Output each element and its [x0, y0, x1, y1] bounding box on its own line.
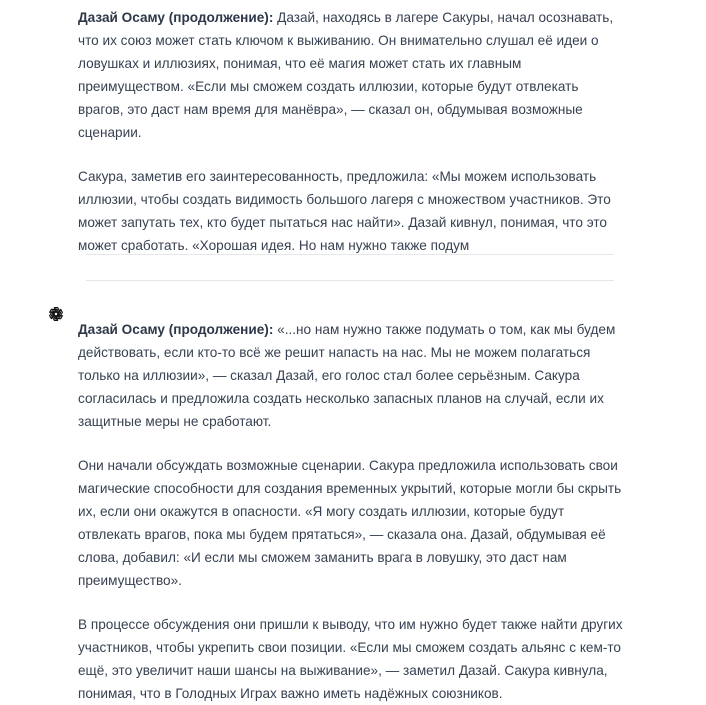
paragraph-text: Дазай, находясь в лагере Сакуры, начал осознавать, что их союз может стать ключом к выживанию. Он внимательно слушал её идеи о ловушках и иллюзиях, понимая, что её магия может стать их главным преимуществом. «Если мы сможем создать иллюзии, которые будут отвлекать врагов, это даст нам время для манёвра», — сказал он, обдумывая возможные сценарии. [78, 10, 614, 140]
openai-logo-icon [47, 305, 65, 323]
message-paragraph [78, 454, 626, 592]
assistant-message [78, 318, 626, 705]
assistant-message [78, 6, 626, 257]
message-divider [86, 280, 614, 281]
message-paragraph [78, 165, 626, 257]
message-divider [86, 254, 614, 255]
message-paragraph [78, 6, 626, 144]
speaker-label: Дазай Осаму (продолжение): [78, 322, 274, 337]
paragraph-text: «...но нам нужно также подумать о том, как мы будем действовать, если кто-то всё же решит напасть на нас. Мы не можем полагаться только на иллюзии», — сказал Дазай, его голос стал более серьёзным. Сакура согласилась и предложила создать несколько запасных планов на случай, если их защитные меры не сработают. [78, 322, 616, 429]
speaker-label: Дазай Осаму (продолжение): [78, 10, 274, 25]
paragraph-text: Сакура, заметив его заинтересованность, предложила: «Мы можем использовать иллюзии, чтобы создать видимость большого лагеря с множеством участников. Это может запутать тех, кто будет пытаться нас найти». Дазай кивнул, понимая, что это может сработать. «Хорошая идея. Но нам нужно также подум [78, 169, 611, 253]
paragraph-text: Они начали обсуждать возможные сценарии. Сакура предложила использовать свои магические способности для создания временных укрытий, которые могли бы скрыть их, если они окажутся в опасности. «Я могу создать иллюзии, которые будут отвлекать врагов, пока мы будем прятаться», — сказала она. Дазай, обдумывая её слова, добавил: «И если мы сможем заманить врага в ловушку, это даст нам преимущество». [78, 458, 622, 588]
message-paragraph [78, 613, 626, 705]
message-paragraph [78, 318, 626, 433]
paragraph-text: В процессе обсуждения они пришли к выводу, что им нужно будет также найти других участников, чтобы укрепить свои позиции. «Если мы сможем создать альянс с кем-то ещё, это увеличит наши шансы на выживание», — заметил Дазай. Сакура кивнула, понимая, что в Голодных Играх важно иметь надёжных союзников. [78, 617, 623, 701]
